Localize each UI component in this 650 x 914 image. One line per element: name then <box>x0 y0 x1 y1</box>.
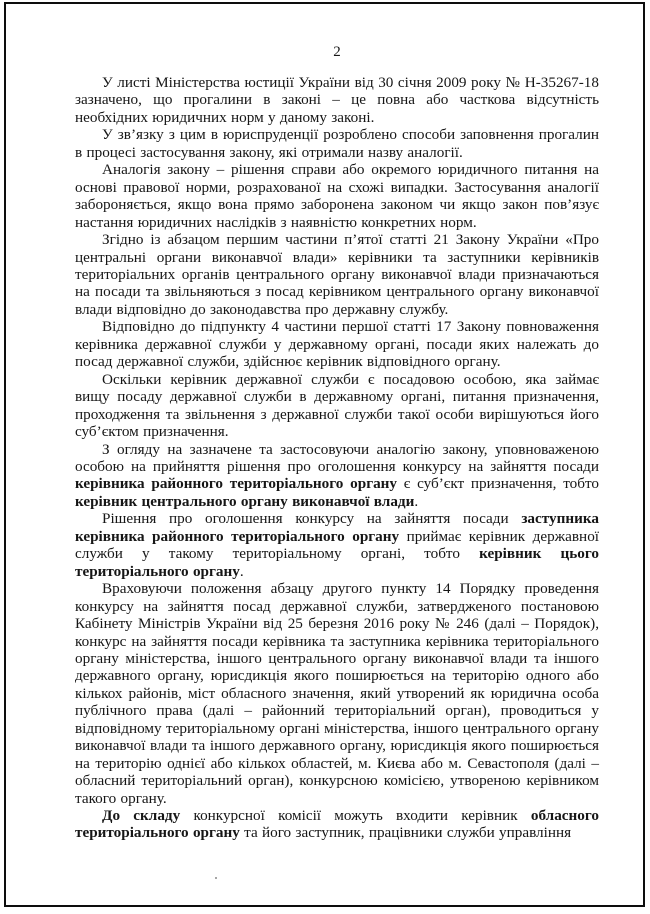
text-run: З огляду на зазначене та застосовуючи аналогію закону, уповноваженою особою на прийняття рішення про оголошення конкурсу на зайняття посади <box>75 440 599 475</box>
text-run: Враховуючи положення абзацу другого пункту 14 Порядку проведення конкурсу на зайняття посад державної служби, затвердженого постановою Кабінету Міністрів України від 25 березня 2016 року № 246 (далі – Порядок), конкурс на зайняття посади керівника та заступника керівника територіального органу міністерства, іншого центрального органу виконавчої влади та іншого державного органу, юрисдикція якого поширюється на територію одного або кількох районів, міст обласного значення, який утворений як юридична особа публічного права (далі – районний територіальний орган), проводиться у відповідному територіальному органі міністерства, іншого центрального органу виконавчої влади та іншого державного органу, юрисдикція якого поширюється на територію однієї або кількох областей, м. Києва або м. Севастополя (далі – обласний територіальний орган), конкурсною комісією, утвореною керівником такого органу. <box>75 580 599 807</box>
text-run: конкурсної комісії можуть входити керівник <box>180 807 531 825</box>
text-run: керівника районного територіального органу <box>75 475 398 493</box>
scan-speck <box>215 877 217 879</box>
document-body <box>75 74 599 842</box>
page-number: 2 <box>333 44 341 60</box>
paragraph <box>75 441 599 511</box>
text-run: заступника керівника районного територіального органу <box>75 510 599 545</box>
text-run: є суб’єкт призначення, тобто <box>397 475 599 493</box>
paragraph <box>75 580 599 807</box>
text-run: керівник центрального органу виконавчої влади <box>75 492 415 510</box>
text-run: Рішення про оголошення конкурсу на зайняття посади <box>102 510 522 528</box>
text-run: . <box>414 492 419 510</box>
text-run: До складу <box>102 807 181 825</box>
text-run: Відповідно до підпункту 4 частини першої статті 17 Закону повноваження керівника державної служби у державному органі, посади яких належать до посад державної служби, здійснює керівник відповідного органу. <box>75 318 599 371</box>
paragraph <box>75 161 599 231</box>
page-border-frame <box>4 2 645 907</box>
text-run: та його заступник, працівники служби управління <box>239 824 572 842</box>
text-run: . <box>239 562 244 580</box>
text-run: У листі Міністерства юстиції України від 30 січня 2009 року № Н-35267-18 зазначено, що прогалини в законі – це повна або часткова відсутність необхідних юридичних норм у даному законі. <box>75 74 599 126</box>
text-run: У зв’язку з цим в юриспруденції розроблено способи заповнення прогалин в процесі застосування закону, які отримали назву аналогії. <box>75 126 599 161</box>
paragraph <box>75 231 599 318</box>
paragraph <box>75 318 599 370</box>
paragraph <box>75 510 599 580</box>
text-run: Аналогія закону – рішення справи або окремого юридичного питання на основі правової норми, розрахованої на схожі випадки. Застосування аналогії забороняється, якщо вона прямо заборонена законом чи якщо закон пов’язує настання юридичних наслідків з наявністю конкретних норм. <box>75 161 599 231</box>
paragraph <box>75 74 599 126</box>
text-run: Згідно із абзацом першим частини п’ятої статті 21 Закону України «Про центральні органи виконавчої влади» керівники та заступники керівників територіальних органів центрального органу виконавчої влади призначаються на посади та звільняються з посад керівником центрального органу виконавчої влади відповідно до законодавства про державну службу. <box>75 231 599 318</box>
text-run: керівник цього територіального органу <box>75 545 599 580</box>
paragraph <box>75 371 599 441</box>
text-run: приймає керівник державної служби у такому територіальному органі, тобто <box>75 527 600 563</box>
paragraph <box>75 807 599 842</box>
text-run: обласного територіального органу <box>75 807 599 842</box>
text-run: Оскільки керівник державної служби є посадовою особою, яка займає вищу посаду державної служби в державному органі, питання призначення, проходження та звільнення з державної служби такої особи вирішуються його суб’єктом призначення. <box>75 370 599 441</box>
page-content <box>75 44 599 842</box>
paragraph <box>75 126 599 161</box>
